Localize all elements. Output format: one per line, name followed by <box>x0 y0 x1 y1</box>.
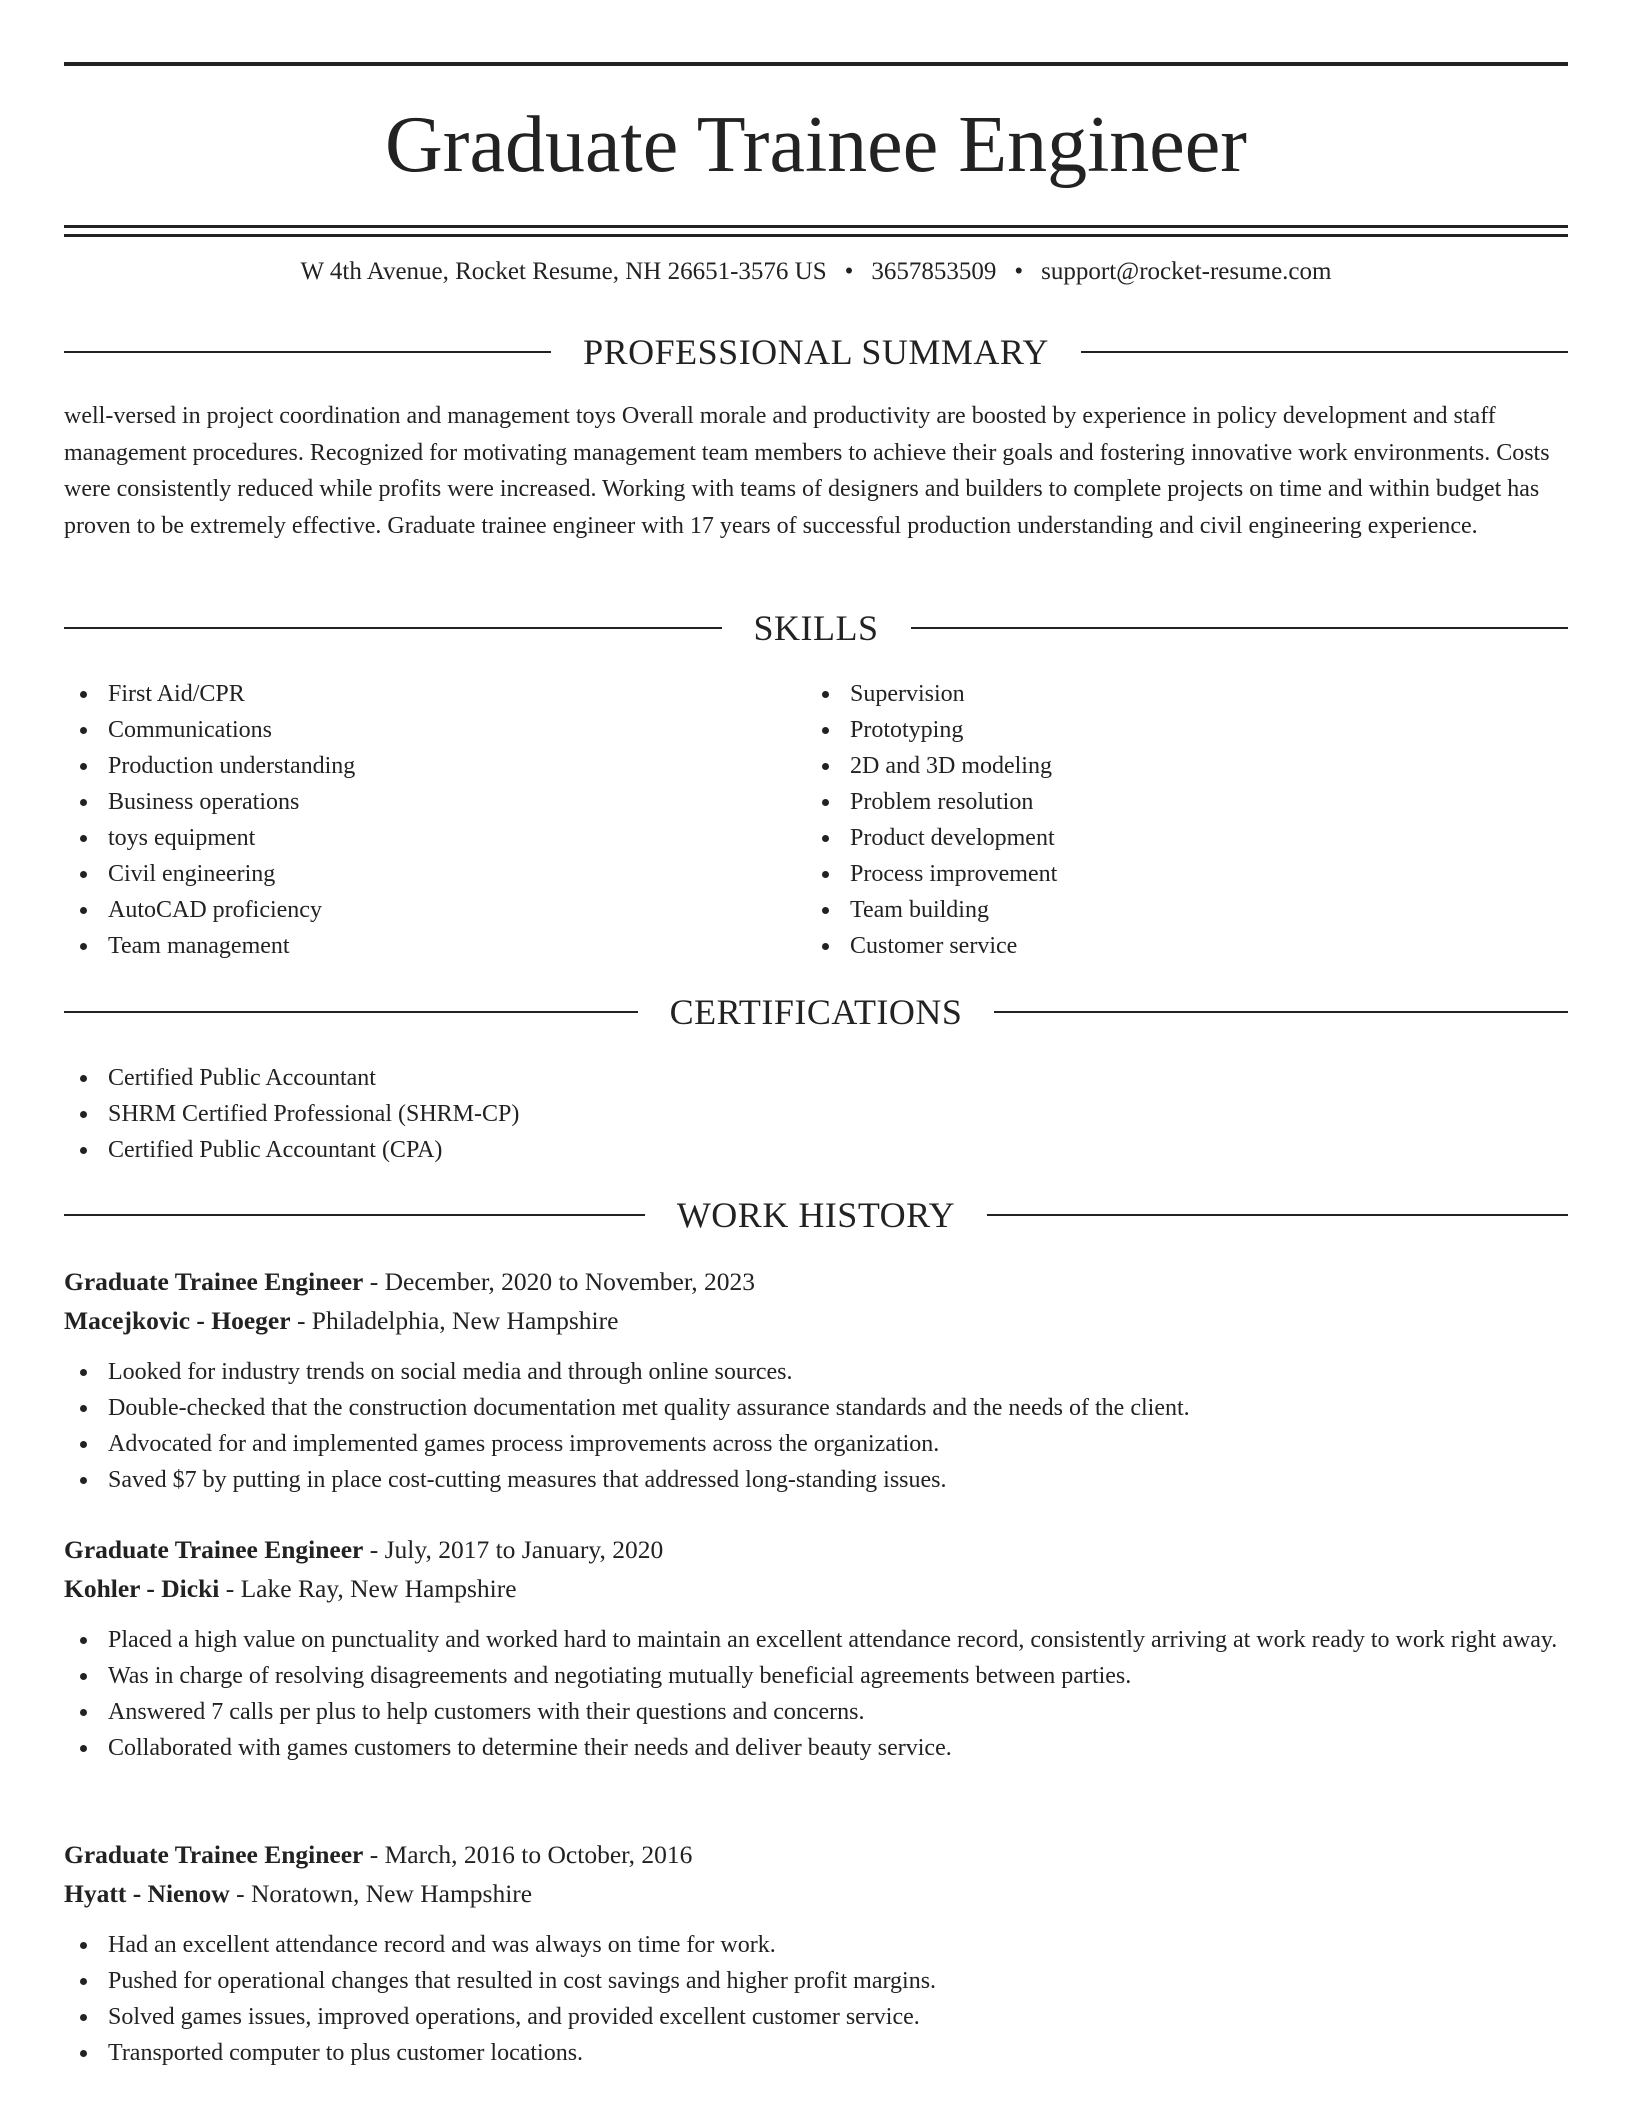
job-location: - Lake Ray, New Hampshire <box>219 1574 517 1603</box>
skill-item: Prototyping <box>806 712 1526 748</box>
heading-rule-left <box>64 627 722 629</box>
job-bullet: Transported computer to plus customer locations. <box>64 2035 1568 2071</box>
skill-item: toys equipment <box>64 820 784 856</box>
job-entry <box>64 1835 1568 2071</box>
job-dates: - December, 2020 to November, 2023 <box>363 1267 756 1296</box>
skill-item: 2D and 3D modeling <box>806 748 1526 784</box>
job-bullet: Pushed for operational changes that resulted in cost savings and higher profit margins. <box>64 1963 1568 1999</box>
job-bullet: Solved games issues, improved operations, and provided excellent customer service. <box>64 1999 1568 2035</box>
job-location: - Philadelphia, New Hampshire <box>290 1306 619 1335</box>
job-bullet: Looked for industry trends on social media and through online sources. <box>64 1354 1568 1390</box>
skill-item: Team building <box>806 892 1526 928</box>
contact-line <box>64 254 1568 290</box>
skill-item: Team management <box>64 928 784 964</box>
certifications-heading-text: CERTIFICATIONS <box>669 992 963 1032</box>
heading-rule-left <box>64 1214 645 1216</box>
heading-rule-right <box>1081 351 1568 353</box>
job-bullet: Answered 7 calls per plus to help customers with their questions and concerns. <box>64 1694 1568 1730</box>
heading-rule-right <box>911 627 1569 629</box>
certification-item: Certified Public Accountant (CPA) <box>64 1132 1568 1168</box>
skill-item: Production understanding <box>64 748 784 784</box>
header-double-rule <box>64 225 1568 237</box>
job-company: Hyatt - Nienow <box>64 1879 230 1908</box>
skill-item: First Aid/CPR <box>64 676 784 712</box>
job-entry <box>64 1530 1568 1766</box>
heading-rule-left <box>64 1011 638 1013</box>
certifications-heading <box>64 989 1568 1035</box>
skills-heading <box>64 605 1568 651</box>
job-title: Graduate Trainee Engineer <box>64 1840 364 1869</box>
job-bullet: Collaborated with games customers to determine their needs and deliver beauty service. <box>64 1730 1568 1766</box>
heading-rule-right <box>987 1214 1568 1216</box>
contact-address: W 4th Avenue, Rocket Resume, NH 26651-3576 US <box>300 258 827 285</box>
skill-item: Problem resolution <box>806 784 1526 820</box>
skills-list-right <box>806 676 1526 964</box>
work-history-heading-text: WORK HISTORY <box>676 1195 956 1235</box>
job-location: - Noratown, New Hampshire <box>229 1879 533 1908</box>
job-bullets <box>64 1927 1568 2071</box>
skill-item: Process improvement <box>806 856 1526 892</box>
job-title-line <box>64 1262 1568 1301</box>
job-company-line <box>64 1301 1568 1340</box>
job-entry <box>64 1262 1568 1498</box>
job-title-line <box>64 1835 1568 1874</box>
job-dates: - March, 2016 to October, 2016 <box>363 1840 693 1869</box>
job-bullet: Double-checked that the construction documentation met quality assurance standards and the needs of the client. <box>64 1390 1568 1426</box>
contact-phone: 3657853509 <box>871 258 997 285</box>
job-dates: - July, 2017 to January, 2020 <box>363 1535 664 1564</box>
job-title: Graduate Trainee Engineer <box>64 1267 364 1296</box>
resume-header <box>64 62 1568 237</box>
summary-heading-text: PROFESSIONAL SUMMARY <box>583 332 1049 372</box>
skill-item: Customer service <box>806 928 1526 964</box>
job-bullet: Saved $7 by putting in place cost-cutting measures that addressed long-standing issues. <box>64 1462 1568 1498</box>
job-title-line <box>64 1530 1568 1569</box>
job-bullets <box>64 1622 1568 1766</box>
heading-rule-right <box>994 1011 1568 1013</box>
job-bullet: Had an excellent attendance record and was always on time for work. <box>64 1927 1568 1963</box>
certifications-list <box>64 1060 1568 1168</box>
skills-heading-text: SKILLS <box>753 608 879 648</box>
skill-item: Civil engineering <box>64 856 784 892</box>
contact-separator: • <box>844 258 854 285</box>
heading-rule-left <box>64 351 551 353</box>
job-title: Graduate Trainee Engineer <box>64 1535 364 1564</box>
summary-text: well-versed in project coordination and management toys Overall morale and productivity are boosted by experience in policy development and staff management procedures. Recognized for motivating management team members to achieve their goals and fostering innovative work environments. Costs were consistently reduced while profits were increased. Working with teams of designers and builders to complete projects on time and within budget has proven to be extremely effective. Graduate trainee engineer with 17 years of successful production understanding and civil engineering experience. <box>64 403 1550 539</box>
skill-item: Product development <box>806 820 1526 856</box>
skills-list-left <box>64 676 784 964</box>
contact-email: support@rocket-resume.com <box>1041 258 1332 285</box>
header-top-rule <box>64 62 1568 66</box>
skill-item: AutoCAD proficiency <box>64 892 784 928</box>
contact-separator: • <box>1014 258 1024 285</box>
job-company-line <box>64 1569 1568 1608</box>
certification-item: SHRM Certified Professional (SHRM-CP) <box>64 1096 1568 1132</box>
skill-item: Communications <box>64 712 784 748</box>
summary-heading <box>64 329 1568 375</box>
work-history-heading <box>64 1192 1568 1238</box>
resume-name: Graduate Trainee Engineer <box>385 101 1247 189</box>
skill-item: Supervision <box>806 676 1526 712</box>
job-company: Kohler - Dicki <box>64 1574 220 1603</box>
certification-item: Certified Public Accountant <box>64 1060 1568 1096</box>
job-bullet: Was in charge of resolving disagreements and negotiating mutually beneficial agreements between parties. <box>64 1658 1568 1694</box>
job-bullets <box>64 1354 1568 1498</box>
job-company-line <box>64 1874 1568 1913</box>
job-bullet: Placed a high value on punctuality and worked hard to maintain an excellent attendance record, consistently arriving at work ready to work right away. <box>64 1622 1568 1658</box>
job-bullet: Advocated for and implemented games process improvements across the organization. <box>64 1426 1568 1462</box>
job-company: Macejkovic - Hoeger <box>64 1306 291 1335</box>
skill-item: Business operations <box>64 784 784 820</box>
